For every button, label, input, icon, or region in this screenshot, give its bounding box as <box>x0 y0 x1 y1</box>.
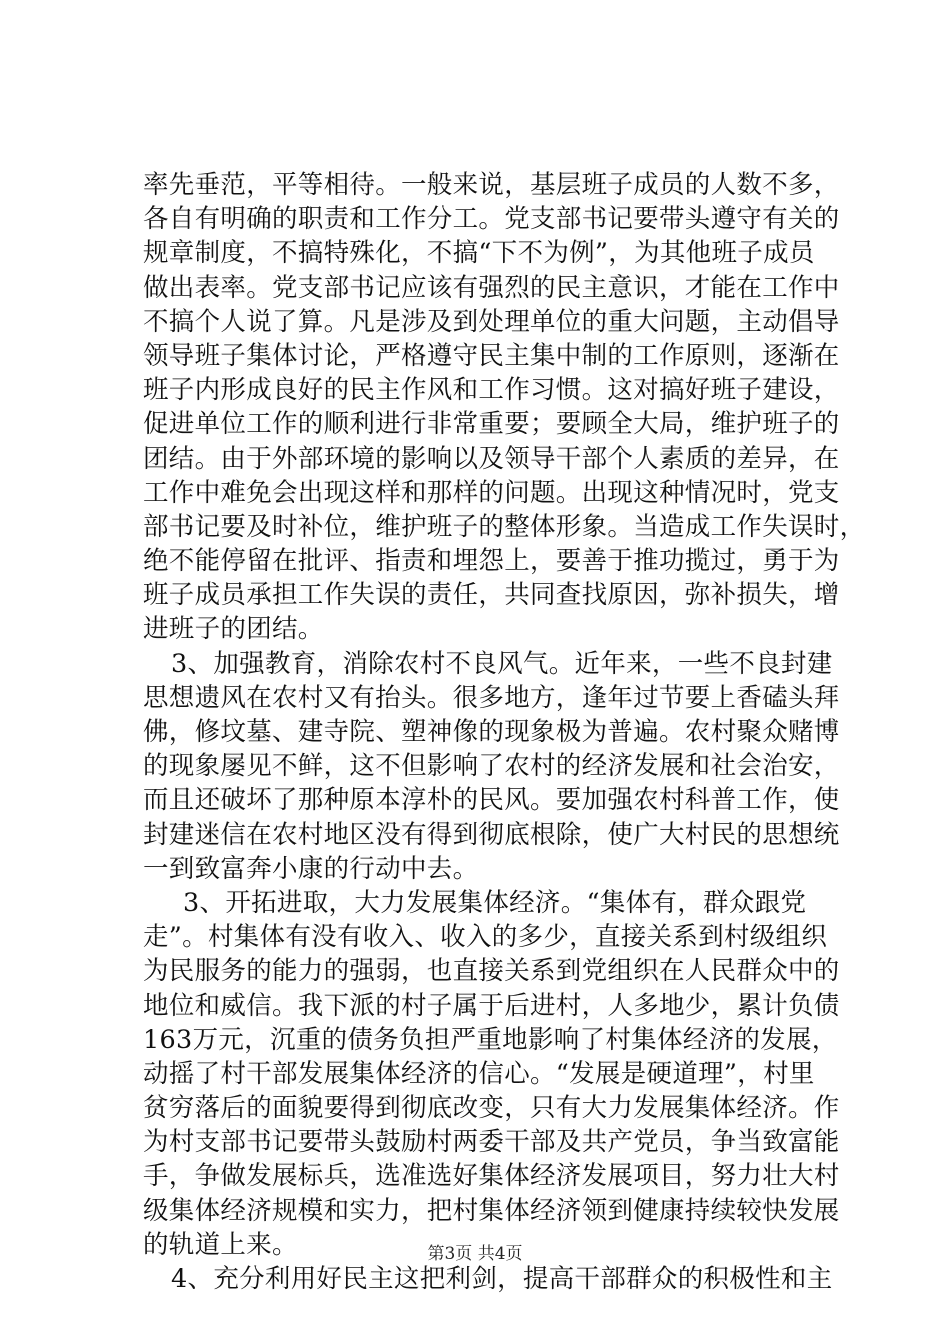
text-line: 佛，修坟墓、建寺院、塑神像的现象极为普遍。农村聚众赌博 <box>143 717 840 747</box>
text-line: 一到致富奔小康的行动中去。 <box>143 853 479 884</box>
text-line: 进班子的团结。 <box>143 614 324 645</box>
page-number: 第3页 共4页 <box>427 1244 523 1264</box>
text-line: 班子内形成良好的民主作风和工作习惯。这对搞好班子建设， <box>143 375 840 406</box>
paragraph-start-line: 4、充分利用好民主这把利剑，提高干部群众的积极性和主 <box>171 1264 833 1294</box>
text-line: 贫穷落后的面貌要得到彻底改变，只有大力发展集体经济。作 <box>143 1093 840 1124</box>
document-body <box>143 168 866 1296</box>
text-line: 部书记要及时补位，维护班子的整体形象。当造成工作失误时， <box>143 511 866 542</box>
text-line: 绝不能停留在批评、指责和埋怨上，要善于推功揽过，勇于为 <box>143 546 840 577</box>
paragraph-start-line: 3、开拓进取，大力发展集体经济。“集体有，群众跟党 <box>183 887 807 918</box>
text-line: 做出表率。党支部书记应该有强烈的民主意识，才能在工作中 <box>143 272 840 303</box>
text-line: 的现象屡见不鲜，这不但影响了农村的经济发展和社会治安， <box>143 751 840 782</box>
text-line: 各自有明确的职责和工作分工。党支部书记要带头遵守有关的 <box>143 204 840 235</box>
text-line: 率先垂范，平等相待。一般来说，基层班子成员的人数不多， <box>143 170 840 200</box>
text-line: 促进单位工作的顺利进行非常重要；要顾全大局，维护班子的 <box>143 409 840 440</box>
text-line: 的轨道上来。 <box>143 1229 298 1260</box>
text-line: 级集体经济规模和实力，把村集体经济领到健康持续较快发展 <box>143 1195 840 1226</box>
text-line: 规章制度，不搞特殊化，不搞“下不为例”，为其他班子成员 <box>143 238 815 269</box>
paragraph-start-line: 3、加强教育，消除农村不良风气。近年来，一些不良封建 <box>171 648 833 679</box>
text-line: 地位和威信。我下派的村子属于后进村，人多地少，累计负债 <box>143 990 840 1021</box>
text-line: 领导班子集体讨论，严格遵守民主集中制的工作原则，逐渐在 <box>143 340 840 371</box>
text-line: 封建迷信在农村地区没有得到彻底根除，使广大村民的思想统 <box>143 819 840 850</box>
text-line: 动摇了村干部发展集体经济的信心。“发展是硬道理”，村里 <box>143 1058 815 1089</box>
text-line: 班子成员承担工作失误的责任，共同查找原因，弥补损失，增 <box>143 580 840 611</box>
text-line: 思想遗风在农村又有抬头。很多地方，逢年过节要上香磕头拜 <box>143 682 840 713</box>
text-line: 为村支部书记要带头鼓励村两委干部及共产党员，争当致富能 <box>143 1127 840 1158</box>
text-line: 手，争做发展标兵，选准选好集体经济发展项目，努力壮大村 <box>143 1161 840 1192</box>
text-line: 163万元，沉重的债务负担严重地影响了村集体经济的发展， <box>143 1024 838 1055</box>
text-line: 工作中难免会出现这样和那样的问题。出现这种情况时，党支 <box>143 477 840 508</box>
text-line: 而且还破坏了那种原本淳朴的民风。要加强农村科普工作，使 <box>143 785 840 816</box>
page-footer <box>0 1244 950 1264</box>
text-line: 走”。村集体有没有收入、收入的多少，直接关系到村级组织 <box>143 922 828 953</box>
text-line: 团结。由于外部环境的影响以及领导干部个人素质的差异，在 <box>143 443 840 474</box>
text-line: 为民服务的能力的强弱，也直接关系到党组织在人民群众中的 <box>143 956 840 987</box>
text-line: 不搞个人说了算。凡是涉及到处理单位的重大问题，主动倡导 <box>143 306 840 337</box>
